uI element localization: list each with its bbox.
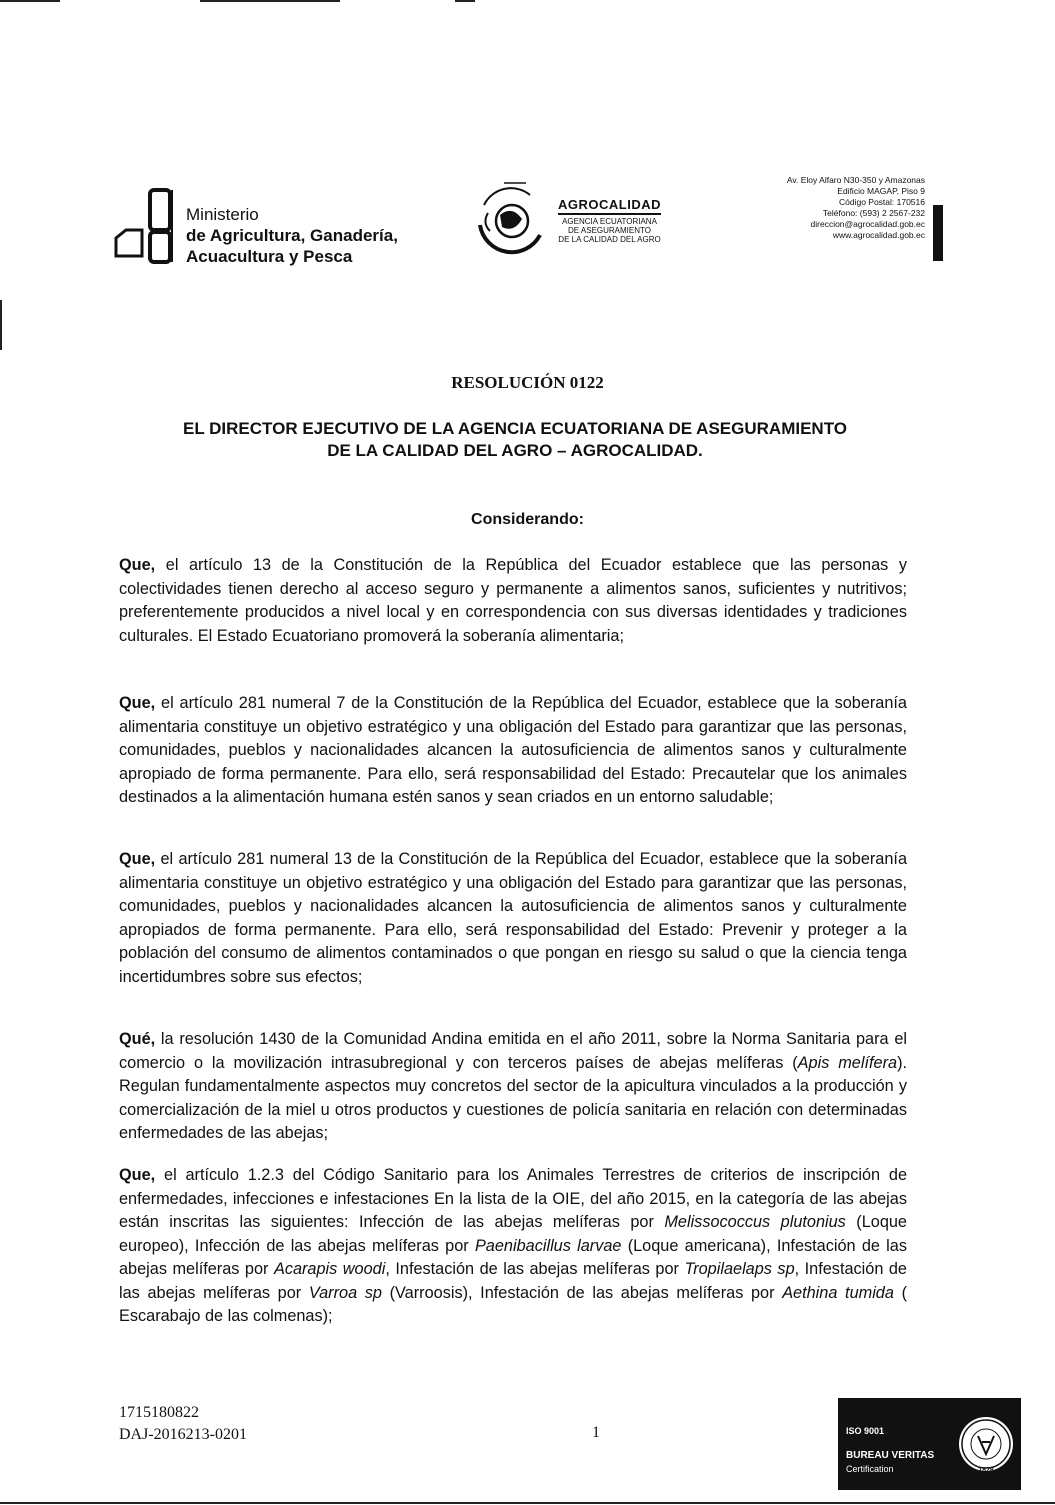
certification-label: Certification <box>846 1464 894 1474</box>
agency-subtitle-3: DE LA CALIDAD DEL AGRO <box>558 234 661 244</box>
page-number: 1 <box>592 1424 600 1441</box>
address-line: Teléfono: (593) 2 2567-232 <box>822 208 925 218</box>
address-email: direccion@agrocalidad.gob.ec <box>810 219 925 229</box>
considerando-heading: Considerando: <box>471 511 584 528</box>
ministry-name-line3: Acuacultura y Pesca <box>186 247 353 266</box>
species-name: Paenibacillus larvae <box>474 1236 622 1255</box>
address-line: Av. Eloy Alfaro N30-350 y Amazonas <box>786 175 925 185</box>
species-name: Acarapis woodi <box>273 1260 386 1278</box>
iso-label: ISO 9001 <box>846 1426 885 1436</box>
bureau-veritas-seal-icon <box>956 1406 1016 1484</box>
scan-edge-line <box>0 0 60 2</box>
address-line: Edificio MAGAP, Piso 9 <box>837 186 925 196</box>
agency-name: AGROCALIDAD <box>558 197 661 215</box>
document-code-1: 1715180822 <box>119 1404 199 1421</box>
paragraph-text: ). Regulan fundamentalmente aspectos muy concretos del sector de la apicultura vinculados a la producción y comercialización de la miel u otros productos y cuestiones de policía sanitaria en relación con determinadas enfermedades de las abejas; <box>119 1053 908 1142</box>
ministry-emblem-icon <box>112 188 180 264</box>
scan-edge-line <box>455 0 475 2</box>
paragraph-lead: Que, <box>119 850 156 868</box>
agrocalidad-emblem-icon <box>470 175 550 265</box>
species-name: Tropilaelaps sp <box>684 1260 795 1278</box>
paragraph-lead: Que, <box>119 694 156 712</box>
header-black-bar <box>933 205 943 261</box>
scan-edge-line <box>200 0 340 2</box>
species-name: Aethina tumida <box>782 1283 894 1302</box>
paragraph-text: ( Escarabajo de las colmenas); <box>119 1283 907 1325</box>
species-name: Varroa sp <box>308 1283 382 1302</box>
agency-subtitle-1: AGENCIA ECUATORIANA <box>562 216 657 226</box>
paragraph-text: la resolución 1430 de la Comunidad Andina emitida en el año 2011, sobre la Norma Sanitaria para el comercio o la movilización intrasubregional y con terceros países de abejas melíferas ( <box>119 1030 907 1072</box>
paragraph-lead: Que, <box>119 1166 156 1184</box>
document-codes <box>119 1402 247 1446</box>
species-name: Melissococcus plutonius <box>664 1213 846 1231</box>
considerando-paragraph-1 <box>119 554 907 648</box>
considerando-paragraph-5 <box>119 1164 907 1329</box>
paragraph-text: , Infestación de las abejas melíferas por <box>119 1260 907 1302</box>
considerando-paragraph-2 <box>119 692 907 810</box>
document-code-2: DAJ-2016213-0201 <box>119 1426 247 1443</box>
address-line: Código Postal: 170516 <box>838 197 925 207</box>
certification-badge <box>838 1398 1021 1490</box>
paragraph-text: (Loque europeo), Infección de las abejas melíferas por <box>119 1213 907 1255</box>
resolution-title: RESOLUCIÓN 0122 <box>451 373 604 392</box>
considerando-paragraph-3 <box>119 848 907 989</box>
heading-line-2: DE LA CALIDAD DEL AGRO – AGROCALIDAD. <box>327 441 703 460</box>
ministry-logo <box>112 188 398 267</box>
paragraph-lead: Que, <box>119 556 156 574</box>
paragraph-text: el artículo 13 de la Constitución de la República del Ecuador establece que las personas y colectividades tienen derecho al acceso seguro y permanente a alimentos sanos, suficientes y nutritivos; preferentemente producidos a nivel local y en correspondencia con sus diversas identidades y tradiciones culturales. El Estado Ecuatoriano promoverá la soberanía alimentaria; <box>119 556 907 645</box>
paragraph-text: el artículo 1.2.3 del Código Sanitario para los Animales Terrestres de criterios de inscripción de enfermedades, infecciones e infestaciones En la lista de la OIE, del año 2015, en la categoría de las abejas están inscritas las siguientes: Infección de las abejas melíferas por <box>119 1166 907 1231</box>
paragraph-text: el artículo 281 numeral 13 de la Constitución de la República del Ecuador, establece que la soberanía alimentaria constituye un objetivo estratégico y una obligación del Estado para garantizar que las personas, comunidades, pueblos y nacionalidades alcancen la autosuficiencia de alimentos sanos y culturalmente apropiados de forma permanente. Para ello, será responsabilidad del Estado: Prevenir y proteger a la población del consumo de alimentos contaminados o que pongan en riesgo su salud o que la ciencia tenga incertidumbres sobre sus efectos; <box>119 850 907 986</box>
ministry-name-line2: de Agricultura, Ganadería, <box>186 226 398 245</box>
resolution-heading <box>120 418 910 462</box>
paragraph-text: (Varroosis), Infestación de las abejas melíferas por <box>381 1283 783 1302</box>
paragraph-text: , Infestación de las abejas melíferas por <box>385 1260 685 1278</box>
paragraph-lead: Qué, <box>119 1030 156 1048</box>
paragraph-text: el artículo 281 numeral 7 de la Constitución de la República del Ecuador, establece que la soberanía alimentaria constituye un objetivo estratégico y una obligación del Estado para garantizar que las personas, comunidades, pueblos y nacionalidades alcancen la autosuficiencia de alimentos sanos y culturalmente apropiado de forma permanente. Para ello, será responsabilidad del Estado: Precautelar que los animales destinados a la alimentación humana estén sanos y sean criados en un entorno saludable; <box>119 694 907 806</box>
considerando-paragraph-4 <box>119 1028 907 1146</box>
paragraph-text: (Loque americana), Infestación de las abejas melíferas por <box>119 1236 907 1278</box>
seal-year: 1828 <box>978 1467 994 1474</box>
species-name: Apis melífera <box>797 1053 898 1072</box>
ministry-name-line1: Ministerio <box>186 205 259 224</box>
agency-address <box>787 175 925 241</box>
heading-line-1: EL DIRECTOR EJECUTIVO DE LA AGENCIA ECUATORIANA DE ASEGURAMIENTO <box>182 419 847 438</box>
address-website: www.agrocalidad.gob.ec <box>832 230 925 240</box>
certifier-name: BUREAU VERITAS <box>846 1450 935 1461</box>
agency-subtitle-2: DE ASEGURAMIENTO <box>568 225 651 235</box>
scan-edge-line <box>0 1502 1055 1504</box>
scan-edge-line <box>0 300 2 350</box>
agrocalidad-logo <box>470 175 661 265</box>
